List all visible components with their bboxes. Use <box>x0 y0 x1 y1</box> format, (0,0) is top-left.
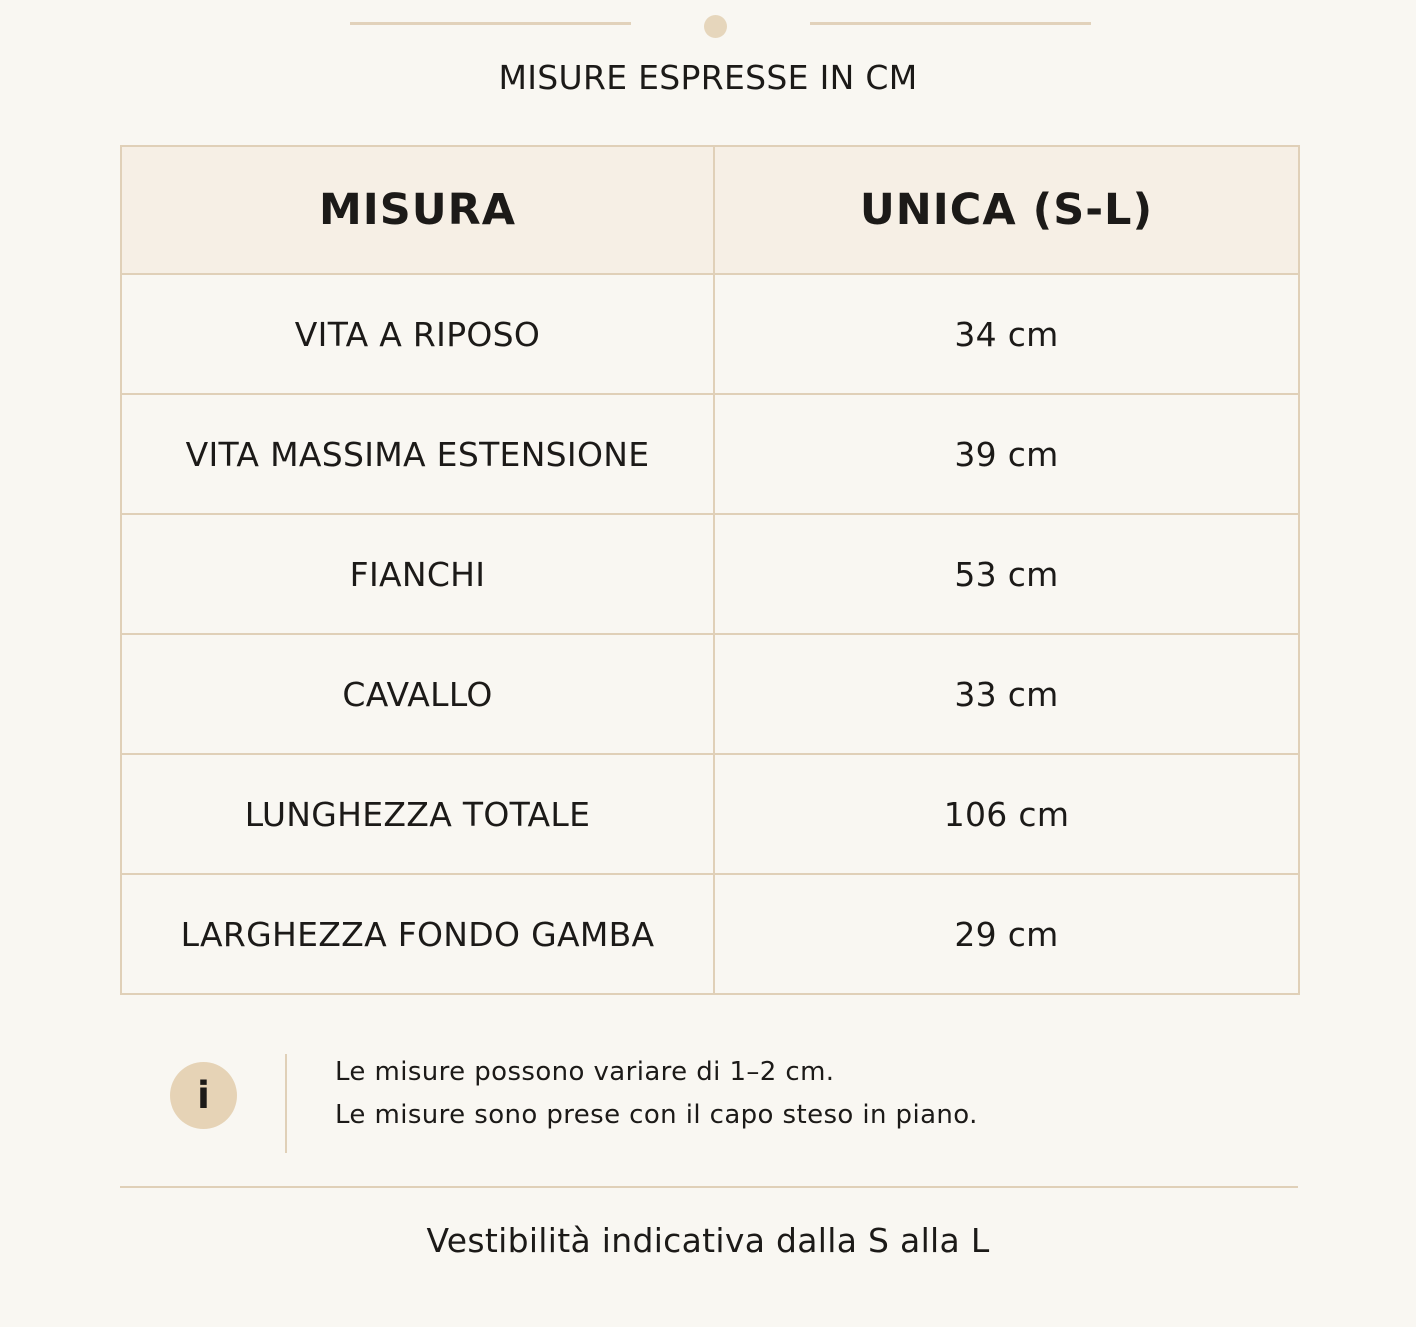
measure-label: LUNGHEZZA TOTALE <box>121 754 714 874</box>
column-header-size: UNICA (S-L) <box>714 146 1299 274</box>
measure-value: 29 cm <box>714 874 1299 994</box>
decorative-line-right <box>810 22 1091 25</box>
note-variation: Le misure possono variare di 1–2 cm. <box>335 1057 835 1087</box>
table-row <box>121 394 1299 514</box>
measure-label: FIANCHI <box>121 514 714 634</box>
measure-value: 33 cm <box>714 634 1299 754</box>
decorative-dot <box>704 15 727 38</box>
measure-label: CAVALLO <box>121 634 714 754</box>
units-subtitle: MISURE ESPRESSE IN CM <box>498 58 918 97</box>
table-row <box>121 274 1299 394</box>
measure-value: 39 cm <box>714 394 1299 514</box>
table-row <box>121 874 1299 994</box>
measure-label: LARGHEZZA FONDO GAMBA <box>121 874 714 994</box>
measure-value: 34 cm <box>714 274 1299 394</box>
table-header-row <box>121 146 1299 274</box>
measure-label: VITA A RIPOSO <box>121 274 714 394</box>
table-row <box>121 514 1299 634</box>
column-header-measure: MISURA <box>121 146 714 274</box>
note-measuring-method: Le misure sono prese con il capo steso in piano. <box>335 1100 978 1130</box>
size-table <box>120 145 1300 995</box>
measure-value: 53 cm <box>714 514 1299 634</box>
table-row <box>121 634 1299 754</box>
table-row <box>121 754 1299 874</box>
info-divider <box>285 1054 287 1153</box>
measure-value: 106 cm <box>714 754 1299 874</box>
info-icon: i <box>170 1062 237 1129</box>
footer-divider <box>120 1186 1298 1188</box>
decorative-line-left <box>350 22 631 25</box>
measure-label: VITA MASSIMA ESTENSIONE <box>121 394 714 514</box>
fit-note: Vestibilità indicativa dalla S alla L <box>426 1221 990 1260</box>
